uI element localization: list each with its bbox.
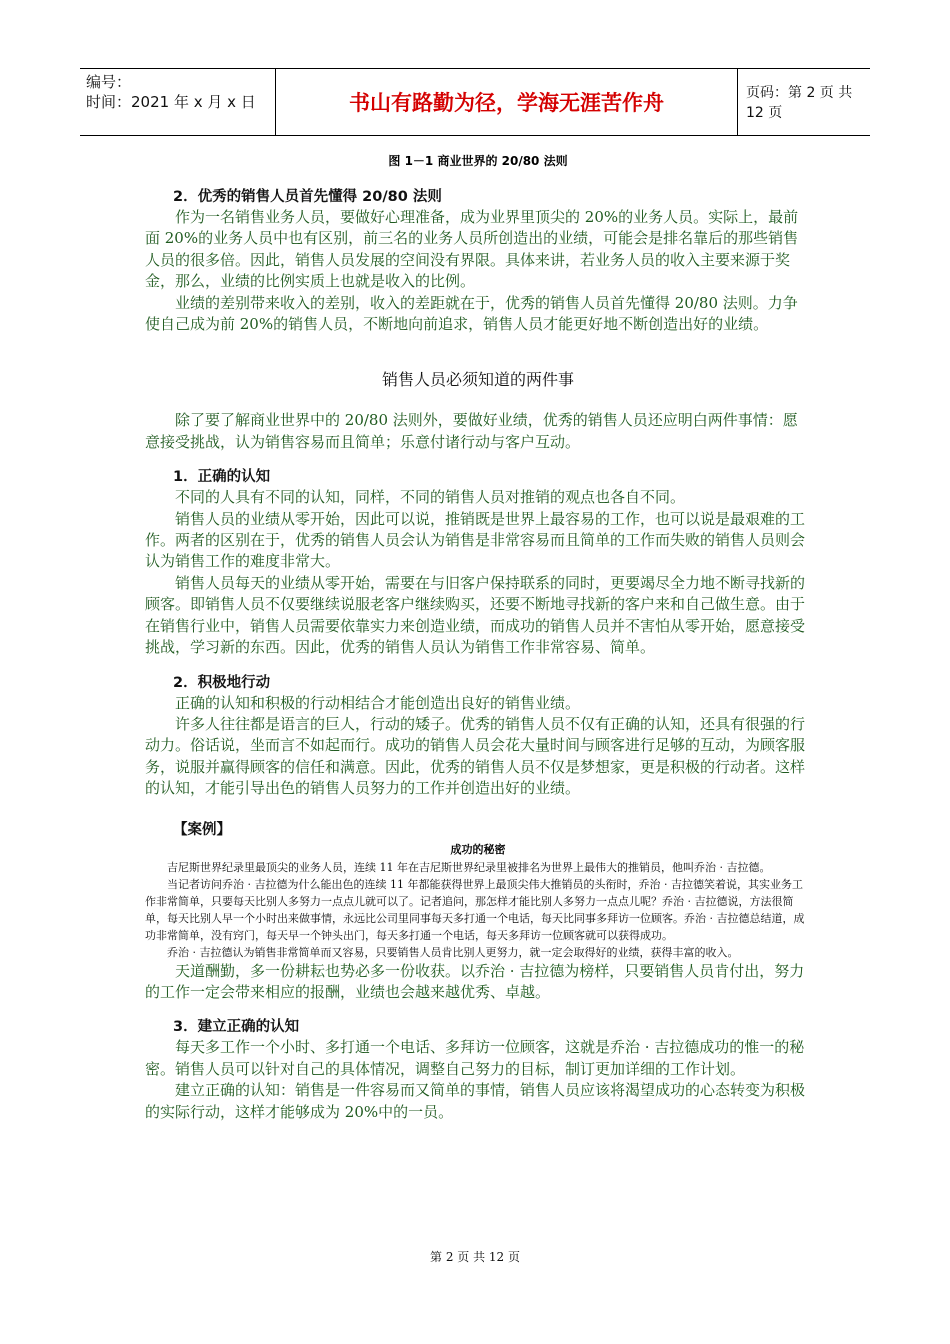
header-page-info: 页码：第 2 页 共 12 页 [746,85,853,121]
section-heading: 1．正确的认知 [173,469,271,486]
header-table [80,68,870,136]
header-meta-cell [80,69,276,135]
case-paragraph: 乔治 · 吉拉德认为销售非常简单而又容易，只要销售人员肯比别人更努力，就一定会取得好的业绩，获得丰富的收入。 [167,945,739,959]
document-body [145,152,811,1123]
section-heading: 2．积极地行动 [173,674,271,691]
paragraph: 不同的人具有不同的认知，同样，不同的销售人员对推销的观点也各自不同。 [175,488,686,507]
paragraph: 销售人员每天的业绩从零开始，需要在与旧客户保持联系的同时，更要竭尽全力地不断寻找新的顾客。即销售人员不仅要继续说服老客户继续购买，还要不断地寻找新的客户来和自己做生意。由于在销售行业中，销售人员需要依靠实力来创造业绩，而成功的销售人员并不害怕从零开始，愿意接受挑战，学习新的东西。因此，优秀的销售人员认为销售工作非常容易、简单。 [145,573,806,657]
section-title: 销售人员必须知道的两件事 [381,370,574,390]
figure-caption: 图 1－1 商业世界的 20/80 法则 [388,154,568,168]
paragraph: 作为一名销售业务人员，要做好心理准备，成为业界里顶尖的 20%的业务人员。实际上，最前面 20%的业务人员中也有区别，前三名的业务人员所创造出的业绩，可能会是排名靠后的那些销售人员的很多倍。因此，销售人员发展的空间没有界限。具体来讲，若业务人员的收入主要来源于奖金，那么，业绩的比例实质上也就是收入的比例。 [145,208,799,291]
case-paragraph: 当记者访问乔治 · 吉拉德为什么能出色的连续 11 年都能获得世界上最顶尖伟大推销员的头衔时，乔治 · 吉拉德笑着说，其实业务工作非常简单，只要每天比别人多努力一点点儿就可以了。记者追问，那怎样才能比别人多努力一点点儿呢？乔治 · 吉拉德说，方法很简单，每天比别人早一个小时出来做事情，永远比公司里同事每天多打通一个电话，每天比同事多拜访一位顾客。乔治 · 吉拉德总结道，成功非常简单，没有窍门，每天早一个钟头出门，每天多打通一个电话，每天多拜访一位顾客就可以获得成功。 [145,877,805,942]
paragraph: 销售人员的业绩从零开始，因此可以说，推销既是世界上最容易的工作，也可以说是最艰难的工作。两者的区别在于，优秀的销售人员会认为销售是非常容易而且简单的工作而失败的销售人员则会认为销售工作的难度非常大。 [145,509,806,571]
paragraph: 正确的认知和积极的行动相结合才能创造出良好的销售业绩。 [175,693,581,712]
paragraph: 许多人往往都是语言的巨人，行动的矮子。优秀的销售人员不仅有正确的认知，还具有很强的行动力。俗话说，坐而言不如起而行。成功的销售人员会花大量时间与顾客进行足够的互动，为顾客服务，说服并赢得顾客的信任和满意。因此，优秀的销售人员不仅是梦想家，更是积极的行动者。这样的认知，才能引导出色的销售人员努力的工作并创造出好的业绩。 [145,714,806,798]
section-heading: 3．建立正确的认知 [173,1019,300,1036]
case-conclusion: 天道酬勤，多一份耕耘也势必多一份收获。以乔治 · 吉拉德为榜样，只要销售人员肯付出，努力的工作一定会带来相应的报酬，业绩也会越来越优秀、卓越。 [145,961,805,1001]
section-heading: 2．优秀的销售人员首先懂得 20/80 法则 [173,189,442,205]
case-title: 成功的秘密 [450,842,506,856]
number-label: 编号： [86,73,132,91]
case-label: 【案例】 [173,821,231,838]
paragraph: 建立正确的认知：销售是一件容易而又简单的事情，销售人员应该将渴望成功的心态转变为积极的实际行动，这样才能够成为 20%中的一员。 [145,1081,806,1121]
paragraph: 每天多工作一个小时、多打通一个电话、多拜访一位顾客，这就是乔治 · 吉拉德成功的惟一的秘密。销售人员可以针对自己的具体情况，调整自己努力的目标，制订更加详细的工作计划。 [145,1038,805,1078]
page-footer: 第 2 页 共 12 页 [430,1250,520,1264]
paragraph: 业绩的差别带来收入的差别，收入的差距就在于，优秀的销售人员首先懂得 20/80 法则。力争使自己成为前 20%的销售人员，不断地向前追求，销售人员才能更好地不断创造出好的业绩。 [145,293,798,334]
date-label: 时间：2021 年 x 月 x 日 [86,93,256,111]
header-motto: 书山有路勤为径，学海无涯苦作舟 [276,69,738,135]
case-paragraph: 吉尼斯世界纪录里最顶尖的业务人员，连续 11 年在吉尼斯世界纪录里被排名为世界上最伟大的推销员，他叫乔治 · 吉拉德。 [167,860,771,874]
paragraph: 除了要了解商业世界中的 20/80 法则外，要做好业绩，优秀的销售人员还应明白两件事情：愿意接受挑战，认为销售容易而且简单；乐意付诸行动与客户互动。 [145,411,798,451]
